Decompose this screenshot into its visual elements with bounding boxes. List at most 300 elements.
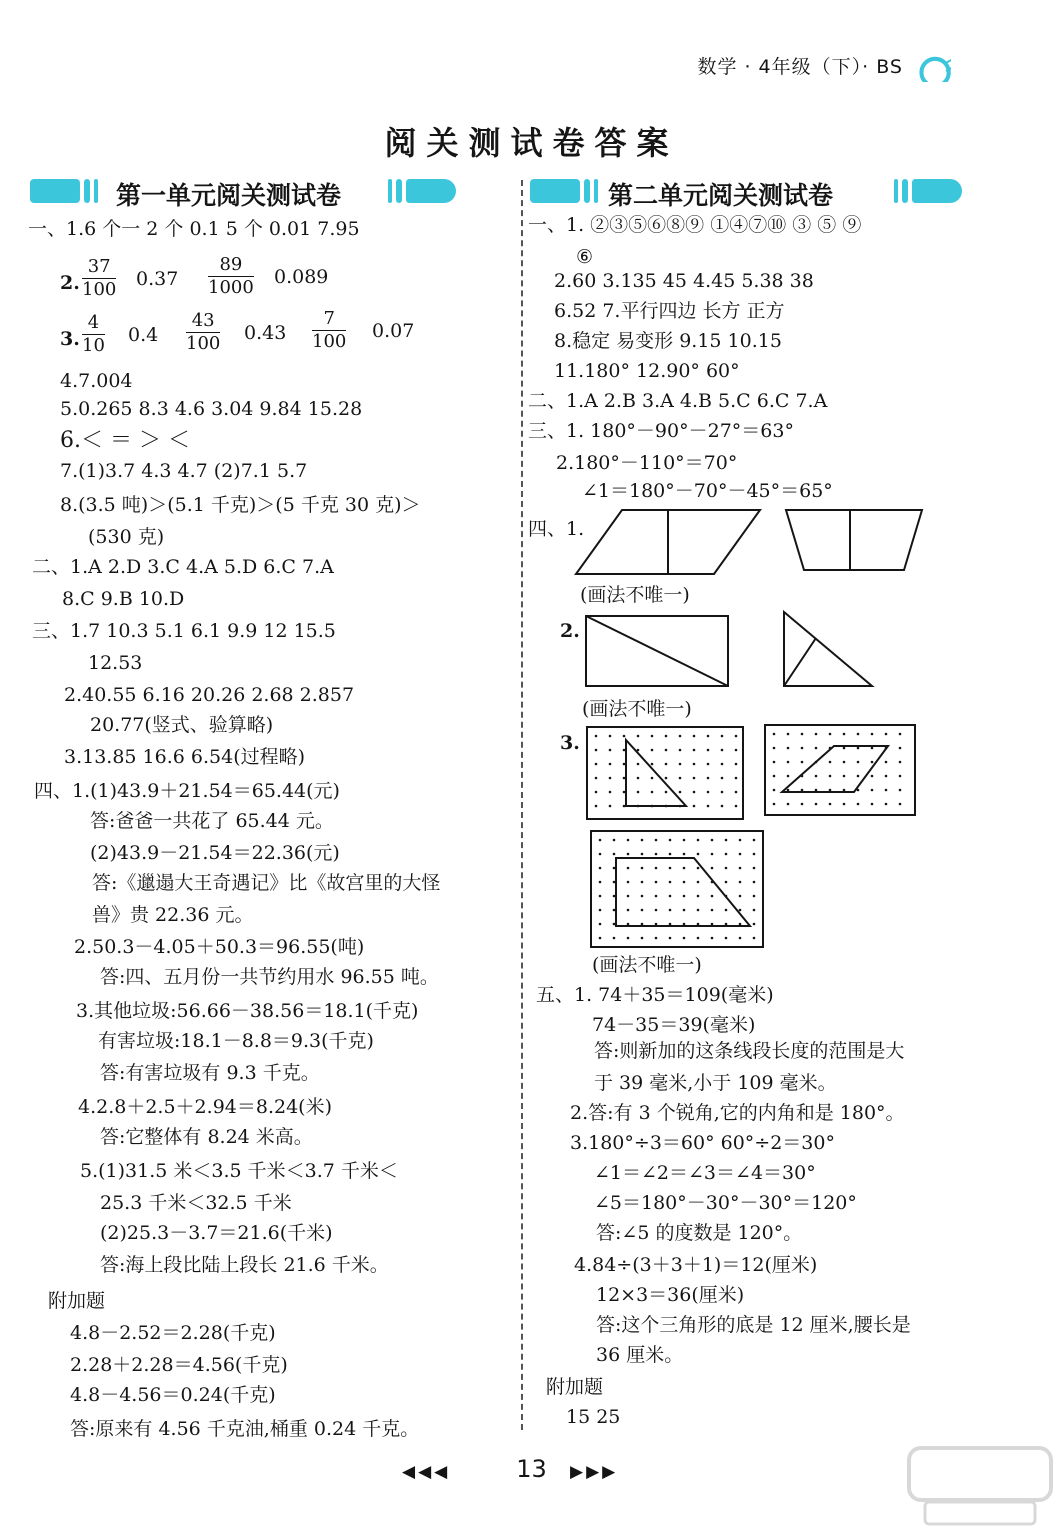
section-bar-right-6 <box>912 179 962 203</box>
left-line-1: 2. <box>60 272 80 294</box>
grid-dot <box>707 777 710 780</box>
left-line-7: 8.(3.5 吨)＞(5.1 千克)＞(5 千克 30 克)＞ <box>60 494 421 516</box>
grid-dot <box>843 747 846 750</box>
left-line-21: 2.50.3－4.05＋50.3＝96.55(吨) <box>74 936 365 958</box>
grid-dot <box>843 761 846 764</box>
grid-dot <box>613 923 616 926</box>
grid-dot <box>679 763 682 766</box>
grid-dot <box>753 909 756 912</box>
left-line-24: 有害垃圾:18.1－8.8＝9.3(千克) <box>98 1030 374 1052</box>
section-title-right-text: 第二单元阅关测试卷 <box>608 181 834 210</box>
section-bar-right-1 <box>530 179 580 203</box>
right-line-9: ∠1＝180°－70°－45°＝65° <box>582 480 833 502</box>
grid-dot <box>721 791 724 794</box>
left-decimal-0-4: 0.4 <box>128 324 159 346</box>
section-bar-right-3 <box>594 179 598 203</box>
left-line-0: 一、1.6 个一 2 个 0.1 5 个 0.01 7.95 <box>28 218 360 240</box>
grid-dot <box>735 749 738 752</box>
grid-dot <box>683 895 686 898</box>
grid-dot <box>595 735 598 738</box>
footer-left-arrows: ◀◀◀ <box>402 1462 451 1482</box>
grid-dot <box>613 867 616 870</box>
right-line-5: 11.180° 12.90° 60° <box>554 360 740 382</box>
grid-dot <box>627 867 630 870</box>
rectangle-diagonal-figure <box>584 614 730 688</box>
right-line-15: (画法不唯一) <box>592 954 702 976</box>
grid-dot <box>655 867 658 870</box>
grid-dot <box>739 909 742 912</box>
grid-dot <box>739 839 742 842</box>
grid-dot <box>599 839 602 842</box>
grid-dot <box>787 803 790 806</box>
grid-dot <box>651 777 654 780</box>
left-line-15: 3.13.85 16.6 6.54(过程略) <box>64 746 306 768</box>
grid-dot <box>735 791 738 794</box>
left-line-10: 8.C 9.B 10.D <box>62 588 185 610</box>
grid-dot <box>721 749 724 752</box>
left-line-23: 3.其他垃圾:56.66－38.56＝18.1(千克) <box>76 1000 419 1022</box>
left-line-17: 答:爸爸一共花了 65.44 元。 <box>90 810 334 832</box>
grid-dot <box>599 853 602 856</box>
grid-dot <box>829 803 832 806</box>
grid-dot <box>613 895 616 898</box>
section-bar-left-3 <box>94 179 98 203</box>
left-fraction-4-10: $\frac{4}{10}$ <box>82 312 105 356</box>
page-number: 13 <box>516 1455 547 1483</box>
grid-dot <box>773 803 776 806</box>
left-fraction-89-1000: $\frac{89}{1000}$ <box>208 254 254 298</box>
grid-dot <box>697 937 700 940</box>
grid-dot <box>599 923 602 926</box>
grid-dot <box>627 895 630 898</box>
grid-dot <box>815 789 818 792</box>
grid-dot <box>721 805 724 808</box>
right-line-28: 36 厘米。 <box>596 1344 684 1366</box>
grid-dot <box>665 777 668 780</box>
grid-dot <box>697 839 700 842</box>
grid-dot <box>697 923 700 926</box>
grid-dot <box>815 733 818 736</box>
grid-dot <box>871 775 874 778</box>
grid-dot <box>773 761 776 764</box>
left-line-11: 三、1.7 10.3 5.1 6.1 9.9 12 15.5 <box>32 620 336 642</box>
grid-dot <box>843 733 846 736</box>
grid-dot <box>683 839 686 842</box>
right-line-24: 答:∠5 的度数是 120°。 <box>596 1222 803 1244</box>
grid-dot <box>735 735 738 738</box>
left-line-4: 5.0.265 8.3 4.6 3.04 9.84 15.28 <box>60 398 363 420</box>
left-line-31: 答:海上段比陆上段长 21.6 千米。 <box>100 1254 389 1276</box>
grid-dot <box>627 839 630 842</box>
grid-dot <box>651 763 654 766</box>
grid-dot <box>739 853 742 856</box>
grid-dot <box>725 853 728 856</box>
grid-dot <box>683 881 686 884</box>
watermark-logo <box>905 1440 1055 1530</box>
grid-dot <box>829 761 832 764</box>
grid-dot <box>801 733 804 736</box>
grid-dot <box>707 735 710 738</box>
grid-dot <box>801 747 804 750</box>
grid-dot <box>697 909 700 912</box>
grid-dot <box>815 775 818 778</box>
grid-dot <box>871 747 874 750</box>
left-line-29: 25.3 千米＜32.5 千米 <box>100 1192 292 1214</box>
grid-dot <box>711 895 714 898</box>
grid-dot <box>669 853 672 856</box>
grid-dot <box>595 749 598 752</box>
grid-dot <box>665 749 668 752</box>
grid-dot <box>637 763 640 766</box>
grid-dot <box>655 937 658 940</box>
grid-dot <box>623 791 626 794</box>
section-bar-left-2 <box>84 179 90 203</box>
grid-dot <box>679 735 682 738</box>
grid-dot <box>707 763 710 766</box>
grid-dot <box>885 789 888 792</box>
grid-dot <box>711 839 714 842</box>
grid-dot <box>801 803 804 806</box>
grid-dot <box>707 805 710 808</box>
left-line-26: 4.2.8＋2.5＋2.94＝8.24(米) <box>78 1096 332 1118</box>
grid-dot <box>679 791 682 794</box>
grid-dot <box>735 777 738 780</box>
right-line-27: 答:这个三角形的底是 12 厘米,腰长是 <box>596 1314 911 1336</box>
grid-dot <box>627 881 630 884</box>
left-line-8: (530 克) <box>88 526 165 548</box>
grid-dot <box>683 923 686 926</box>
trapezoid-figure <box>784 508 924 574</box>
grid-dot <box>787 733 790 736</box>
grid-dot <box>609 735 612 738</box>
grid-dot <box>753 937 756 940</box>
grid-dot <box>787 789 790 792</box>
grid-dot <box>815 803 818 806</box>
left-decimal-0-07: 0.07 <box>372 320 415 342</box>
right-line-3: 6.52 7.平行四边 长方 正方 <box>554 300 785 322</box>
grid-dot <box>843 789 846 792</box>
grid-dot <box>609 791 612 794</box>
grid-dot <box>829 789 832 792</box>
grid-dot <box>637 791 640 794</box>
grid-dot <box>899 747 902 750</box>
left-line-6: 7.(1)3.7 4.3 4.7 (2)7.1 5.7 <box>60 460 308 482</box>
grid-dot <box>753 853 756 856</box>
grid-dot <box>843 803 846 806</box>
section-bar-right-2 <box>584 179 590 203</box>
section-title-right <box>530 176 990 210</box>
right-line-26: 12×3＝36(厘米) <box>596 1284 745 1306</box>
right-line-0: 一、1. ②③⑤⑥⑧⑨ ①④⑦⑩ ③ ⑤ ⑨ <box>528 214 862 236</box>
grid-dot <box>711 853 714 856</box>
right-line-7: 三、1. 180°－90°－27°＝63° <box>528 420 794 442</box>
left-decimal-0-37: 0.37 <box>136 268 179 290</box>
grid-dot <box>725 867 728 870</box>
grid-dot <box>693 735 696 738</box>
right-line-12: 2. <box>560 620 580 642</box>
grid-dot <box>655 909 658 912</box>
left-line-19: 答:《邋遢大王奇遇记》比《故宫里的大怪 <box>92 872 441 894</box>
grid-dot <box>669 909 672 912</box>
left-decimal-0-43: 0.43 <box>244 322 287 344</box>
grid-dot <box>679 777 682 780</box>
grid-dot <box>679 749 682 752</box>
right-line-13: (画法不唯一) <box>582 698 692 720</box>
left-line-27: 答:它整体有 8.24 米高。 <box>100 1126 313 1148</box>
right-line-2: 2.60 3.135 45 4.45 5.38 38 <box>554 270 814 292</box>
right-line-10: 四、1. <box>528 518 585 540</box>
right-line-21: 3.180°÷3＝60° 60°÷2＝30° <box>570 1132 835 1154</box>
page-title: 阅关测试卷答案 <box>384 124 679 162</box>
grid-dot <box>665 763 668 766</box>
grid-dot <box>773 775 776 778</box>
grid-dot <box>665 735 668 738</box>
grid-dot <box>693 791 696 794</box>
right-line-22: ∠1＝∠2＝∠3＝∠4＝30° <box>594 1162 816 1184</box>
grid-dot <box>735 805 738 808</box>
right-line-14: 3. <box>560 732 580 754</box>
grid-dot <box>623 735 626 738</box>
right-line-30: 15 25 <box>566 1406 621 1428</box>
grid-dot <box>773 789 776 792</box>
left-decimal-0-089: 0.089 <box>274 266 329 288</box>
grid-dot <box>871 733 874 736</box>
grid-dot <box>683 853 686 856</box>
left-line-16: 四、1.(1)43.9＋21.54＝65.44(元) <box>34 780 340 802</box>
left-line-33: 4.8－2.52＝2.28(千克) <box>70 1322 276 1344</box>
grid-dot <box>739 923 742 926</box>
grid-dot <box>609 777 612 780</box>
right-line-6: 二、1.A 2.B 3.A 4.B 5.C 6.C 7.A <box>528 390 828 412</box>
grid-dot <box>739 895 742 898</box>
grid-dot <box>773 733 776 736</box>
grid-dot <box>697 867 700 870</box>
grid-dot <box>623 777 626 780</box>
left-line-2: 3. <box>60 328 80 350</box>
grid-dot <box>711 909 714 912</box>
grid-dot <box>627 909 630 912</box>
left-line-34: 2.28＋2.28＝4.56(千克) <box>70 1354 288 1376</box>
grid-dot <box>739 881 742 884</box>
grid-dot <box>651 749 654 752</box>
grid-dot <box>599 937 602 940</box>
grid-dot <box>693 777 696 780</box>
right-line-4: 8.稳定 易变形 9.15 10.15 <box>554 330 782 352</box>
grid-dot <box>711 867 714 870</box>
grid-dot <box>787 761 790 764</box>
grid-dot <box>787 775 790 778</box>
dot-grid-parallelogram-figure <box>764 724 916 816</box>
left-line-14: 20.77(竖式、验算略) <box>90 714 274 736</box>
grid-dot <box>725 839 728 842</box>
right-line-19: 于 39 毫米,小于 109 毫米。 <box>594 1072 837 1094</box>
grid-dot <box>697 895 700 898</box>
grid-dot <box>613 853 616 856</box>
right-line-11: (画法不唯一) <box>580 584 690 606</box>
grid-dot <box>725 881 728 884</box>
left-fraction-7-100: $\frac{7}{100}$ <box>312 308 347 352</box>
grid-dot <box>613 839 616 842</box>
grid-dot <box>623 749 626 752</box>
grid-dot <box>693 763 696 766</box>
grid-dot <box>857 775 860 778</box>
section-bar-right-5 <box>902 179 908 203</box>
left-line-5: 6.＜ ＝ ＞ ＜ <box>60 428 190 453</box>
left-line-20: 兽》贵 22.36 元。 <box>92 904 254 926</box>
grid-dot <box>623 763 626 766</box>
grid-dot <box>829 733 832 736</box>
grid-dot <box>641 909 644 912</box>
left-line-36: 答:原来有 4.56 千克油,桶重 0.24 千克。 <box>70 1418 420 1440</box>
grid-dot <box>655 895 658 898</box>
section-title-left-text: 第一单元阅关测试卷 <box>116 181 342 210</box>
grid-dot <box>693 749 696 752</box>
grid-dot <box>613 909 616 912</box>
column-divider <box>521 180 523 1430</box>
grid-dot <box>669 895 672 898</box>
grid-dot <box>595 763 598 766</box>
dot-grid-triangle-figure <box>586 726 744 820</box>
left-fraction-43-100: $\frac{43}{100}$ <box>186 310 221 354</box>
grid-dot <box>899 733 902 736</box>
right-line-17: 74－35＝39(毫米) <box>592 1014 756 1036</box>
grid-dot <box>651 791 654 794</box>
right-line-8: 2.180°－110°＝70° <box>556 452 738 474</box>
grid-dot <box>641 853 644 856</box>
triangle-figure <box>780 610 876 690</box>
grid-dot <box>899 789 902 792</box>
right-line-18: 答:则新加的这条线段长度的范围是大 <box>594 1040 905 1062</box>
grid-dot <box>735 763 738 766</box>
grid-dot <box>885 803 888 806</box>
grid-dot <box>599 881 602 884</box>
grid-dot <box>725 937 728 940</box>
grid-dot <box>595 791 598 794</box>
grid-dot <box>595 805 598 808</box>
grid-dot <box>815 747 818 750</box>
section-title-left <box>30 176 470 210</box>
grid-dot <box>711 923 714 926</box>
grid-dot <box>613 937 616 940</box>
grid-dot <box>753 881 756 884</box>
grid-dot <box>721 777 724 780</box>
section-bar-left-4 <box>388 179 392 203</box>
grid-dot <box>609 749 612 752</box>
grid-dot <box>669 923 672 926</box>
grid-dot <box>623 805 626 808</box>
grid-dot <box>857 733 860 736</box>
grid-dot <box>753 895 756 898</box>
grid-dot <box>711 937 714 940</box>
grid-dot <box>899 803 902 806</box>
grid-dot <box>885 761 888 764</box>
grid-dot <box>871 803 874 806</box>
grid-dot <box>641 881 644 884</box>
grid-dot <box>641 937 644 940</box>
grid-dot <box>885 775 888 778</box>
left-fraction-37-100: $\frac{37}{100}$ <box>82 256 117 300</box>
grid-dot <box>641 867 644 870</box>
right-line-1: ⑥ <box>576 246 594 268</box>
left-line-22: 答:四、五月份一共节约用水 96.55 吨。 <box>100 966 439 988</box>
grid-dot <box>725 923 728 926</box>
grid-dot <box>801 761 804 764</box>
section-bar-left-6 <box>406 179 456 203</box>
grid-dot <box>627 853 630 856</box>
grid-dot <box>627 937 630 940</box>
grid-dot <box>697 881 700 884</box>
header-circle-icon <box>911 52 951 82</box>
grid-dot <box>707 749 710 752</box>
grid-dot <box>801 789 804 792</box>
left-line-18: (2)43.9－21.54＝22.36(元) <box>90 842 340 864</box>
left-line-13: 2.40.55 6.16 20.26 2.68 2.857 <box>64 684 355 706</box>
section-bar-left-1 <box>30 179 80 203</box>
grid-dot <box>651 735 654 738</box>
grid-dot <box>871 789 874 792</box>
grid-dot <box>683 937 686 940</box>
grid-dot <box>787 747 790 750</box>
grid-dot <box>637 735 640 738</box>
grid-dot <box>857 747 860 750</box>
grid-dot <box>739 937 742 940</box>
grid-dot <box>641 839 644 842</box>
grid-dot <box>599 867 602 870</box>
left-line-30: (2)25.3－3.7＝21.6(千米) <box>100 1222 333 1244</box>
grid-dot <box>753 867 756 870</box>
grid-dot <box>707 791 710 794</box>
left-line-28: 5.(1)31.5 米＜3.5 千米＜3.7 千米＜ <box>80 1160 398 1182</box>
grid-dot <box>773 747 776 750</box>
header-subject: 数学 · 4年级（下）· BS <box>697 56 903 78</box>
right-line-29: 附加题 <box>546 1376 604 1398</box>
grid-dot <box>899 775 902 778</box>
grid-dot <box>683 867 686 870</box>
grid-dot <box>843 775 846 778</box>
grid-dot <box>655 923 658 926</box>
grid-dot <box>739 867 742 870</box>
grid-dot <box>753 923 756 926</box>
grid-dot <box>899 761 902 764</box>
right-line-20: 2.答:有 3 个锐角,它的内角和是 180°。 <box>570 1102 905 1124</box>
grid-dot <box>655 839 658 842</box>
grid-dot <box>595 777 598 780</box>
right-line-23: ∠5＝180°－30°－30°＝120° <box>594 1192 857 1214</box>
grid-dot <box>721 763 724 766</box>
grid-dot <box>669 937 672 940</box>
left-line-12: 12.53 <box>88 652 143 674</box>
grid-dot <box>609 763 612 766</box>
grid-dot <box>637 777 640 780</box>
grid-dot <box>753 839 756 842</box>
grid-dot <box>857 761 860 764</box>
footer-right-arrows: ▶▶▶ <box>570 1462 619 1482</box>
grid-dot <box>613 881 616 884</box>
grid-dot <box>683 909 686 912</box>
grid-dot <box>655 853 658 856</box>
right-line-25: 4.84÷(3＋3＋1)＝12(厘米) <box>574 1254 818 1276</box>
dot-grid-trapezoid-figure <box>590 830 764 948</box>
grid-dot <box>697 853 700 856</box>
parallelogram-figure <box>574 508 764 578</box>
left-line-32: 附加题 <box>48 1290 106 1312</box>
section-bar-right-4 <box>894 179 898 203</box>
grid-dot <box>627 923 630 926</box>
grid-dot <box>665 791 668 794</box>
grid-dot <box>885 733 888 736</box>
grid-dot <box>721 735 724 738</box>
grid-dot <box>829 775 832 778</box>
